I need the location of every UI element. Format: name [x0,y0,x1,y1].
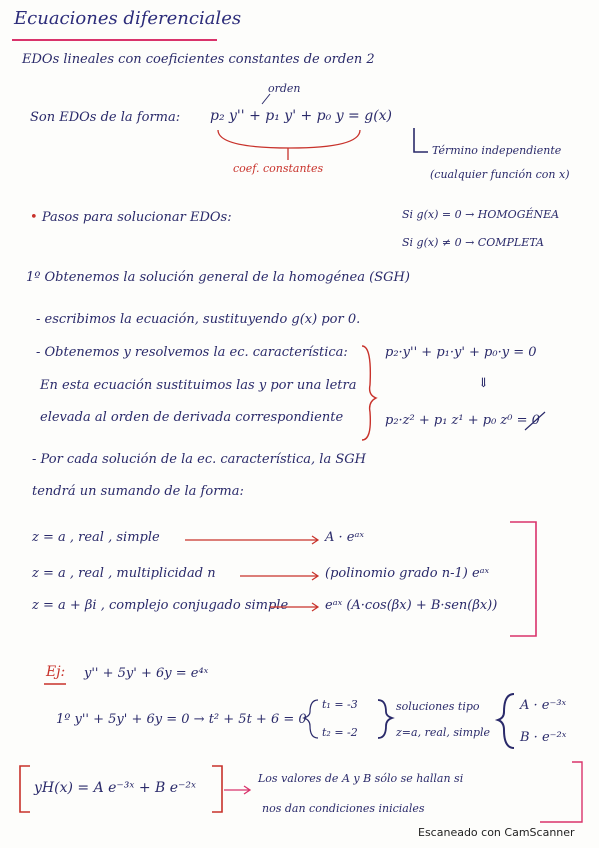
orden-arrow [262,94,270,104]
final-bracket-left [20,766,30,812]
complete-case: Si g(x) ≠ 0 → COMPLETA [402,236,544,249]
step1-a: - escribimos la ecuación, sustituyendo g(x) por 0. [36,312,361,327]
root1: t₁ = -3 [322,698,358,711]
solution-result: (polinomio grado n-1) eᵃˣ [325,566,490,581]
term-label: Término independiente [432,144,562,157]
homog-case: Si g(x) = 0 → HOMOGÉNEA [402,208,560,221]
term2: B · e⁻²ˣ [520,730,567,745]
term-sub: (cualquier función con x) [430,168,570,181]
example-equation: y'' + 5y' + 6y = e⁴ˣ [84,666,209,681]
note1: Los valores de A y B sólo se hallan si [258,772,464,785]
step1-b3: elevada al orden de derivada correspondiente [40,410,344,425]
coef-brace [218,130,360,148]
orden-label: orden [268,82,301,95]
step1-heading: 1º Obtenemos la solución general de la homogénea (SGH) [26,270,410,285]
form-lead: Son EDOs de la forma: [30,110,181,125]
scanner-watermark: Escaneado con CamScanner [418,826,575,839]
coef-label: coef. constantes [233,162,324,175]
general-equation: p₂ y'' + p₁ y' + p₀ y = g(x) [210,108,393,124]
roots-brace [304,700,318,738]
root2: t₂ = -2 [322,726,358,739]
step1-b: - Obtenemos y resolvemos la ec. característica: [36,345,348,360]
char-eq1: p₂·y'' + p₁·y' + p₀·y = 0 [385,345,537,360]
terms-brace [498,694,514,748]
arrow-right-icon [185,536,318,544]
roots-right-brace [378,700,392,738]
final-bracket-right [212,766,222,812]
char-eq2: p₂·z² + p₁ z¹ + p₀ z⁰ = 0 [385,413,540,428]
solution-case: z = a , real , multiplicidad n [32,566,216,581]
note-arrow-icon [224,786,250,794]
strike-z0 [525,412,545,430]
step1-c: - Por cada solución de la ec. característica, la SGH [32,452,366,467]
step1-c2: tendrá un sumando de la forma: [32,484,244,499]
final-solution: yH(x) = A e⁻³ˣ + B e⁻²ˣ [34,780,197,796]
solution-result: A · eᵃˣ [325,530,364,545]
term1: A · e⁻³ˣ [520,698,567,713]
example-label: Ej: [46,664,66,680]
solution-result: eᵃˣ (A·cos(βx) + B·sen(βx)) [325,598,498,613]
page-title: Ecuaciones diferenciales [14,8,242,29]
arrow-right-icon [240,572,318,580]
subtitle: EDOs lineales con coeficientes constantes de orden 2 [22,52,375,67]
down-arrow-icon: ⇓ [478,376,489,391]
sol-type2: z=a, real, simple [396,726,491,739]
term-hook [414,128,428,152]
solution-case: z = a , real , simple [32,530,160,545]
pasos-text: Pasos para solucionar EDOs: [41,210,232,225]
solutions-bracket [510,522,536,636]
step1-b2: En esta ecuación sustituimos las y por una letra [40,378,357,393]
arrow-right-icon [270,603,318,611]
solution-case: z = a + βi , complejo conjugado simple [32,598,289,613]
bullet: • [30,210,42,225]
char-brace [362,346,376,440]
note-bracket [540,762,582,822]
example-step: 1º y'' + 5y' + 6y = 0 → t² + 5t + 6 = 0 [56,712,307,727]
note2: nos dan condiciones iniciales [262,802,425,815]
sol-type: soluciones tipo [396,700,480,713]
